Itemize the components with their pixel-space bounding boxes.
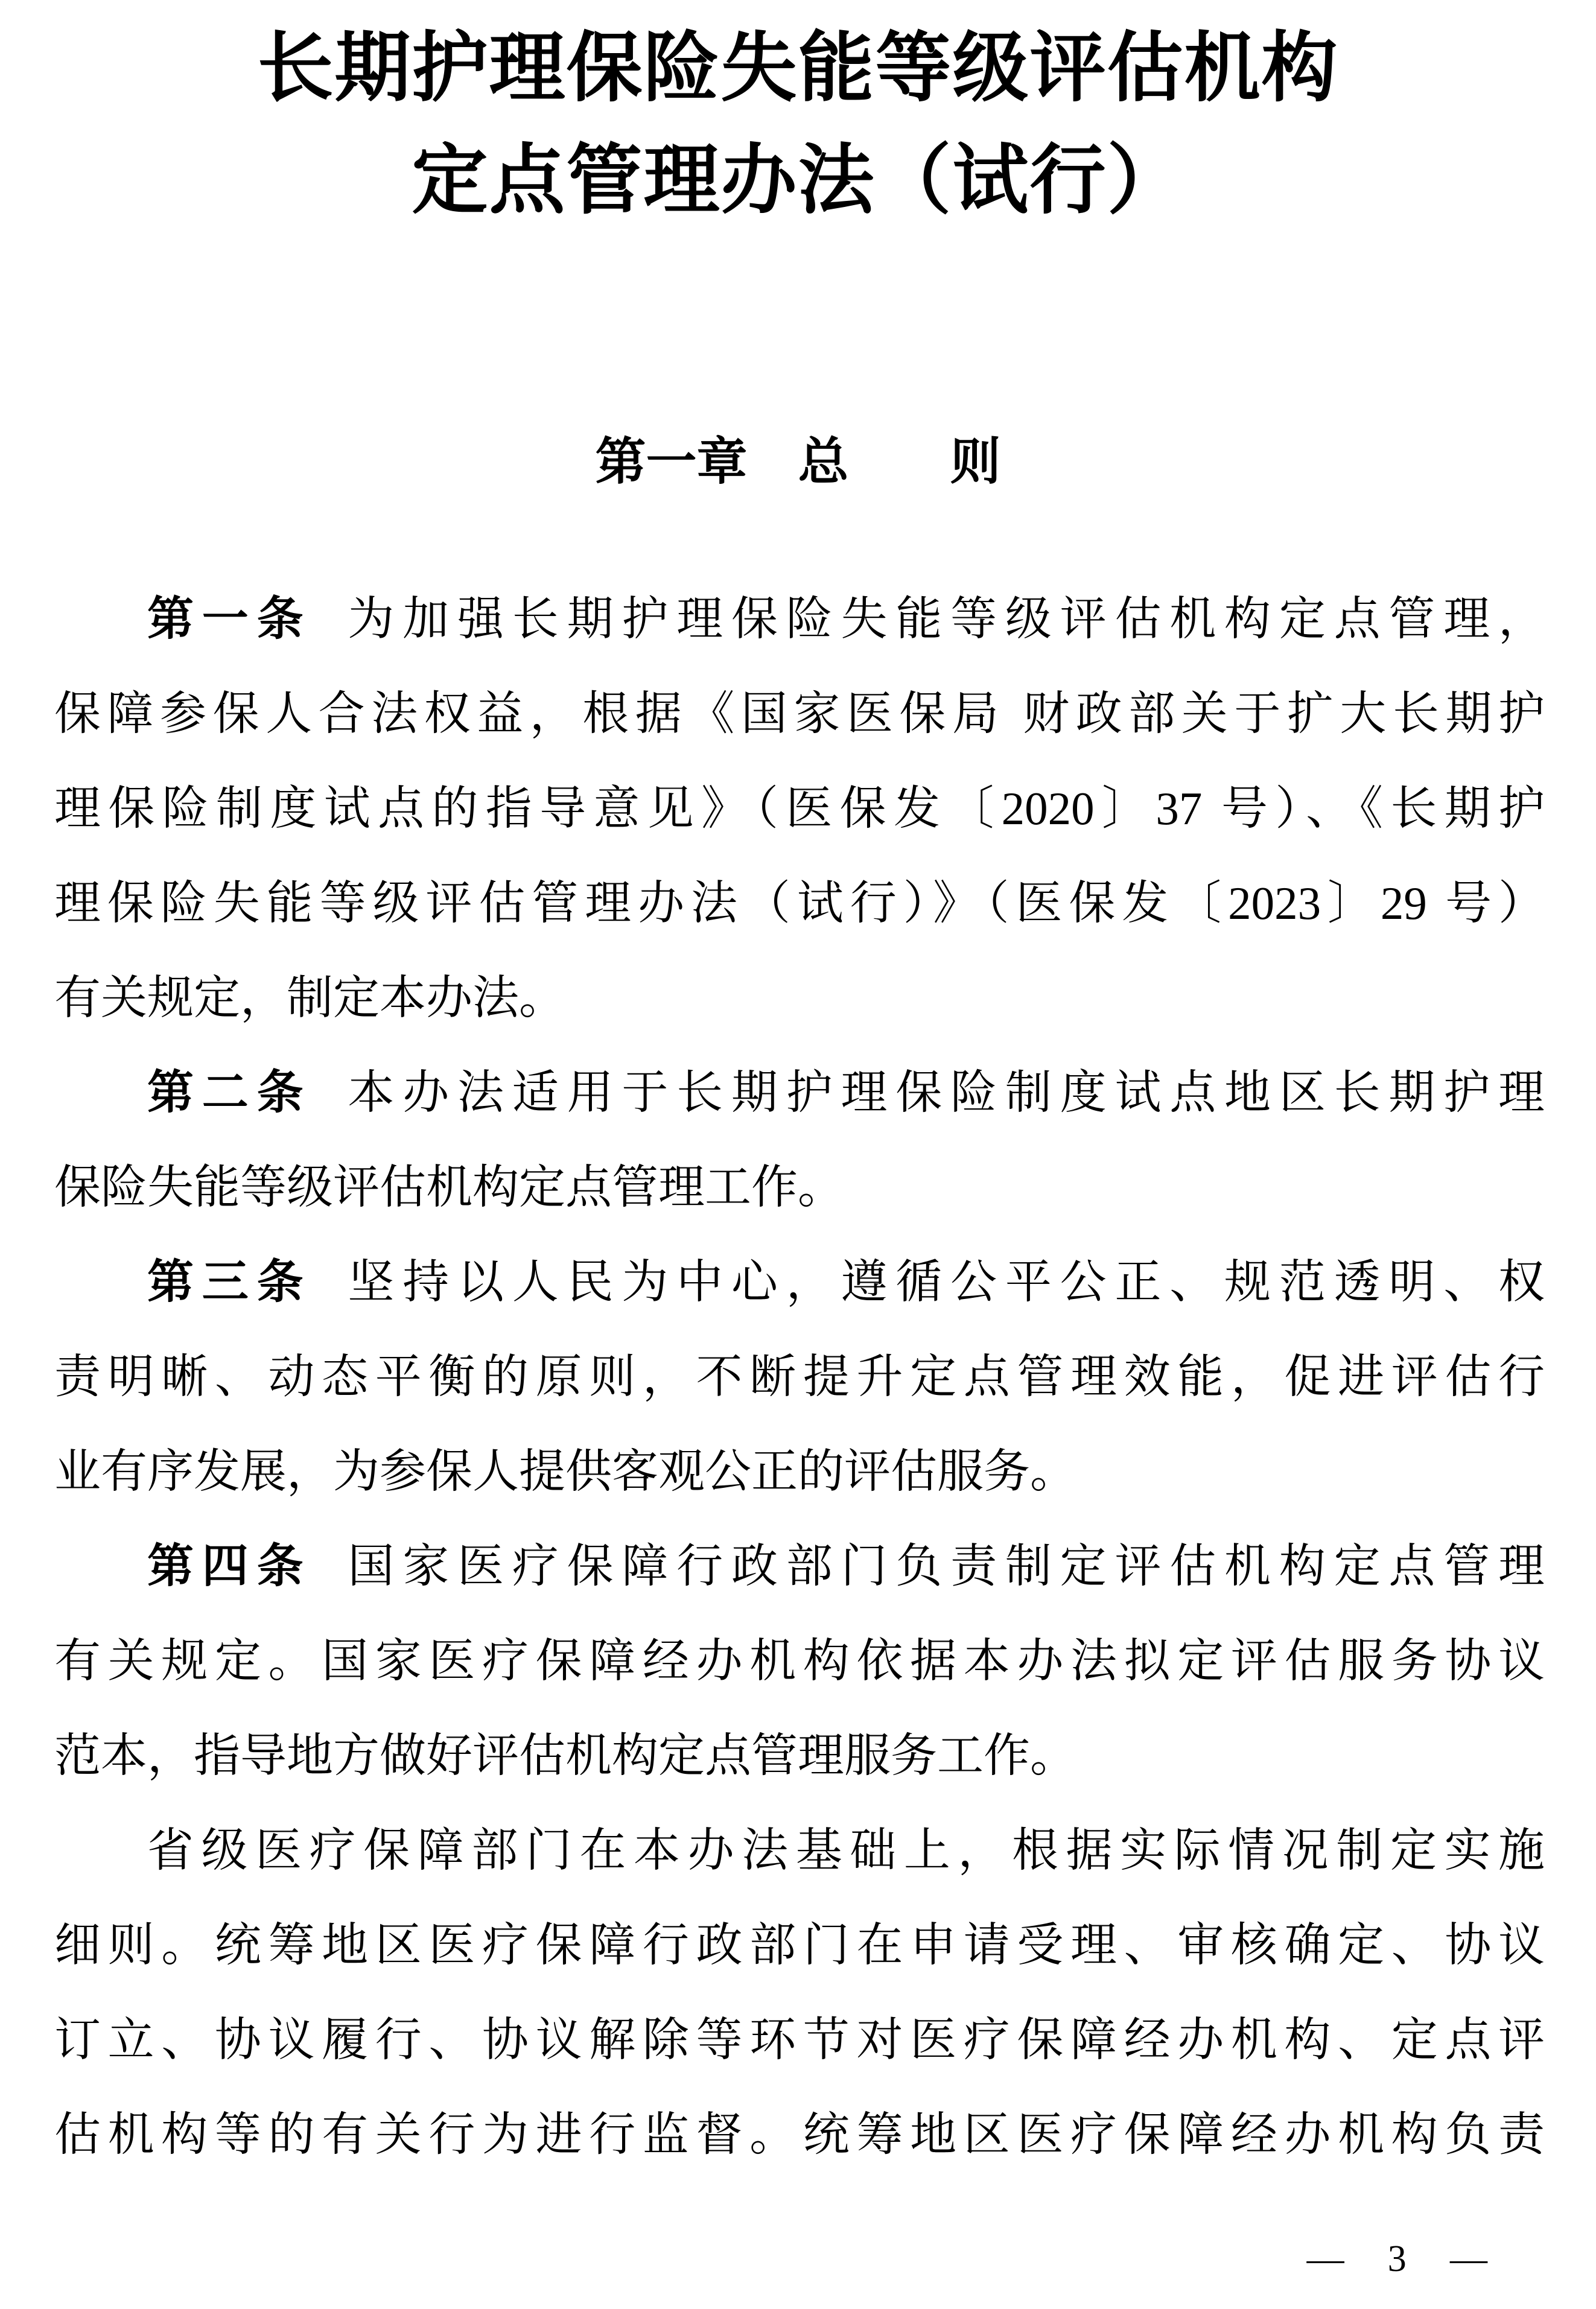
line-text: 为加强长期护理保险失能等级评估机构定点管理，: [348, 593, 1545, 645]
line-text: 本办法适用于长期护理保险制度试点地区长期护理: [348, 1067, 1545, 1119]
article-number-label: 第三条: [147, 1256, 312, 1308]
body-text-line: [54, 1424, 1545, 1519]
line-text: 省级医疗保障部门在本办法基础上，根据实际情况制定实施: [147, 1825, 1545, 1876]
body-text-line: [54, 667, 1545, 761]
body-text-line: [54, 1709, 1545, 1803]
body-text-line: [54, 761, 1545, 856]
line-text: 有关规定，制定本办法。: [54, 972, 565, 1024]
body-text-line: [54, 1140, 1545, 1235]
line-text: 范本，指导地方做好评估机构定点管理服务工作。: [54, 1730, 1076, 1782]
body-text-line: [54, 1898, 1545, 1993]
body-text-line: [54, 951, 1545, 1046]
body-text-line: [54, 2088, 1545, 2182]
article-number-label: 第四条: [147, 1540, 312, 1592]
document-body: [0, 572, 1596, 2182]
line-text: 细则。统筹地区医疗保障行政部门在申请受理、审核确定、协议: [54, 1919, 1545, 1971]
body-text-line: [54, 1614, 1545, 1709]
article-number-label: 第一条: [147, 593, 312, 645]
body-text-line: [54, 1046, 1545, 1140]
body-text-line: [54, 1235, 1545, 1330]
line-text: 国家医疗保障行政部门负责制定评估机构定点管理: [348, 1540, 1545, 1592]
line-text: 订立、协议履行、协议解除等环节对医疗保障经办机构、定点评: [54, 2014, 1545, 2066]
chapter-heading: 第一章 总 则: [595, 434, 1001, 491]
page-number: — 3 —: [1306, 2238, 1489, 2279]
body-text-line: [54, 572, 1545, 667]
document-title-line-1: 长期护理保险失能等级评估机构: [257, 27, 1339, 111]
line-text: 业有序发展，为参保人提供客观公正的评估服务。: [54, 1446, 1076, 1498]
body-text-line: [54, 856, 1545, 951]
line-text: 责明晰、动态平衡的原则，不断提升定点管理效能，促进评估行: [54, 1351, 1545, 1403]
body-text-line: [54, 1330, 1545, 1424]
document-title-line-2: 定点管理办法（试行）: [412, 139, 1184, 223]
line-text: 理保险失能等级评估管理办法（试行）》（医保发〔2023〕29 号）: [54, 877, 1545, 929]
body-text-line: [54, 1803, 1545, 1898]
line-text: 估机构等的有关行为进行监督。统筹地区医疗保障经办机构负责: [54, 2109, 1545, 2161]
body-text-line: [54, 1993, 1545, 2088]
line-text: 坚持以人民为中心，遵循公平公正、规范透明、权: [348, 1256, 1545, 1308]
line-text: 理保险制度试点的指导意见》（医保发〔2020〕37 号）、《长期护: [54, 783, 1545, 834]
line-text: 有关规定。国家医疗保障经办机构依据本办法拟定评估服务协议: [54, 1635, 1545, 1687]
body-text-line: [54, 1519, 1545, 1614]
line-text: 保障参保人合法权益，根据《国家医保局 财政部关于扩大长期护: [54, 688, 1545, 740]
document-title: [0, 0, 1596, 238]
article-number-label: 第二条: [147, 1067, 312, 1119]
line-text: 保险失能等级评估机构定点管理工作。: [54, 1161, 844, 1213]
